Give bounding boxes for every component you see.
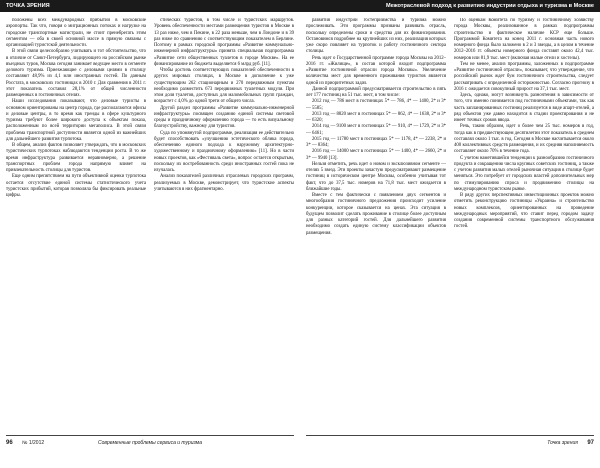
paragraph: Здесь, однако, могут возникнуть разночтения в зависимости от того, что именно понимается под гостиничными объектами, так как часть запланированных гостиниц реализуется в виде апарт-отелей, а ряд объектов уже давно находится в стадии проектирования и не имеет точных сроков ввода. (454, 93, 594, 123)
paragraph: Чтобы достичь соответствующих показателей обеспеченности в других мировых столицах, в Москве в дополнение к уже существующим 262 стационарным и 270 передвижным пунктам необходимо разместить 673 передвижных туалетных модуля. При этом доля туалетов, доступных для маломобильных групп граждан, возрастет с 4,0% до одной трети от общего числа. (154, 68, 294, 105)
article-running-title: Межотраслевой подход к развитию индустрии отдыха и туризма в Москве (385, 3, 594, 9)
right-footer (306, 438, 594, 448)
paragraph: 2013 год — 8820 мест в гостиницах 5* — 862, 4* — 1638, 2* и 3* — 6320; (306, 111, 446, 123)
paragraph: Тем не менее, анализ программы, заложенных в подпрограмме «Развитие гостиничной отрасли», показывает, что утверждение, что российский рынок ждет бум гостиничного строительства, следует рассматривать с определенной осторожностью. Согласно прогнозу в 2016 г. ожидается совокупный прирост на 37,1 тыс. мест. (454, 61, 594, 92)
paragraph: 2016 год — 14000 мест в гостиницах 5* — 1400, 4* — 2660, 2* и 3* — 9940 [13]. (306, 149, 446, 161)
paragraph: В ряду других перспективных инвестиционных проектов можно отметить реконструкцию гостиницы «Украина» и строительство новых комплексов, ориентированных на проведение международных мероприятий, что ставит перед городом задачу создания современной системы транспортного обслуживания гостей. (454, 193, 594, 230)
left-footer-rule (6, 435, 294, 436)
paragraph: В общем, анализ фактов позволяет утверждать, что в московских туристических турпотоках наблюдаются тенденции роста. В то же время инфраструктура развивается неравномерно, а решение транспортных проблем города напрямую влияет на привлекательность столицы для туристов. (6, 143, 146, 173)
paragraph: 2012 год — 786 мест в гостиницах 5* — 786, 4* — 1400, 2* и 3* — 5585; (306, 99, 446, 111)
journal-title: Современные проблемы сервиса и туризма (98, 440, 203, 446)
paragraph: Еще одним препятствием на пути объективной оценки турпотока остается отсутствие единой системы статистического учета туристских прибытий, которая позволяла бы фиксировать реальные цифры. (6, 174, 146, 198)
paragraph: Речь идет о Государственной программе города Москвы на 2012–2016 гг. «Жилище», в состав которой входит подпрограмма «Развитие гостиничной отрасли города Москвы». Увеличение количества мест для временного проживания туристов является одной из приоритетных задач. (306, 55, 446, 86)
paragraph: Наши исследования показывают, что деловые туристы в основном ориентированы на центр города, где располагаются офисы и деловые центры, в то время как тренды в сфере культурного туризма требуют более широкого доступа к объектам показа, расположенным по всей территории мегаполиса. В этой связи проблема транспортной доступности является одной из важнейших для дальнейшего развития турпотока. (6, 99, 146, 142)
right-footer-section: Точка зрения (547, 440, 578, 446)
left-columns (6, 18, 294, 428)
paragraph: Речь, таким образом, идет о более чем 25 тыс. номеров в год, тогда как в предшествующем десятилетии этот показатель в среднем составлял около 1 тыс. в год. Сегодня в Москве насчитывается около 400 коллективных средств размещения, и их средняя наполняемость составляет около 70% в течение года. (454, 124, 594, 155)
right-column-2 (454, 18, 594, 428)
paragraph: Суда по упомянутой подпрограмме, реализация ее действительно будет способствовать «улучшению эстетического облика города, обеспечению единого подхода к наружному архитектурно-художественному и праздничному оформлению» [11]. Но в части новых проектов, как «Фестиваль света», вопрос остается открытым, поскольку их востребованность среди иностранных гостей пока не изучалась. (154, 130, 294, 173)
left-footer (6, 438, 294, 448)
paragraph: Данной подпрограммой предусматривается строительство в пять лет 177 гостиниц на 51 тыс. мест, в том числе: (306, 86, 446, 98)
right-footer-group (547, 438, 594, 448)
left-page-number: 96 (6, 440, 13, 446)
left-header-section: ТОЧКА ЗРЕНИЯ (6, 3, 50, 9)
paragraph: В этой связи целесообразно учитывать и тот обстоятельство, что в отличие от Санкт-Петербурга, лидирующего на российском рынке въездных туров, Москва сегодня занимает ведущее место в сегменте делового туризма. Приезжающие с деловыми целями в столицу составляют 48,9% из 4,1 млн иностранных гостей. По данным Росстата, в московских гостиницах в 2010 г. Для сравнения в 2011 г. этот показатель составил 28,1% от общей численности размещенных в гостиничных отелях. (6, 49, 146, 98)
right-header-bar (300, 0, 600, 12)
paragraph: С учетом наметившейся тенденции к разнообразию гостиничного продукта и сокращению числа крупных советских гостиниц, а также с учетом развития малых отелей рыночная ситуация в столице будет меняться. Это потребует от городских властей дополнительных мер по стимулированию спроса и продвижению столицы на международном туристском рынке. (454, 155, 594, 192)
paragraph: развития индустрии гостеприимства и туризма можно прослеживать. Эти программы призваны развивать отрасль, поскольку определены сроки и средства для их финансирования. Остановимся подробнее на крупнейших из них, реализация которых уже скоро повлияет на турпоток и работу гостиничного сектора столицы. (306, 18, 446, 55)
paragraph: По оценкам Комитета по туризму и гостиничному хозяйству города Москвы, реализованное в рамках подпрограммы строительство и фактическое наличие КСР еще больше. Программой Комитета на конец 2011 г. основная часть нового номерного фонда было заложено в 2 и 3 звезды, а в целом в течение 2012–2016 гг. объекты номерного фонда составят около 42,4 тыс. номеров или 81,9 тыс. мест (включая малые отели и хостелы). (454, 18, 594, 61)
paragraph: положены всех международных прибытий в московские аэропорты. Так что, говоря о миграционных потоках и нагрузке на городские транспортные магистрали, не стоит пренебрегать этим сегментом — оба в своей основной массе в прямую связаны с организацией туристской деятельности. (6, 18, 146, 48)
right-page-number: 97 (587, 440, 594, 446)
issue-number: № 1/2012 (22, 440, 45, 446)
paragraph: Другой раздел программы «Развитие коммунально-инженерной инфраструктуры» посвящен созданию единой системы световой среды и праздничному оформлению города — то есть визуальному благоустройству, важному для туристов. (154, 105, 294, 130)
paragraph: стических туристов, в том числе и туристских маршрутов. Уровень обеспеченности местами размещения туристов в Москве в 13 раз ниже, чем в Пекине, в 22 раза меньше, чем в Лондоне и в 39 раз ниже по сравнению с соответствующим показателем в Берлине. Поэтому в рамках городской программы «Развитие коммунально-инженерной инфраструктуры» принята специальная подпрограмма «Развитие сети общественных туалетов в городе Москве». На ее финансирование из бюджета выделяется 6 млрд руб. [11]. (154, 18, 294, 67)
right-column-1 (306, 18, 446, 428)
left-header-bar (0, 0, 300, 12)
left-column-2 (154, 18, 294, 428)
right-columns (306, 18, 594, 428)
paragraph: Вместе с тем фактически с появлением двух сегментов и многообразия гостиничного предложения происходит усиление конкуренции, которое сказывается на ценах. Эта ситуация в будущем позволит сделать проживание в столице более доступным для разных категорий гостей. Для дальнейшего развития необходимо создать единую систему классификации объектов размещения. (306, 193, 446, 236)
right-page (300, 0, 600, 468)
paragraph: Нельзя отметить, речь идет о новом и эксклюзивном сегменте — отелях 5 звезд. Эти проекты зачастую предусматривают размещение гостиниц в историческом центре Москвы, особенно учитывая тот факт, что до 37,5 тыс. номеров на 71,8 тыс. мест ожидается в ближайшие годы. (306, 161, 446, 192)
right-footer-rule (306, 435, 594, 436)
paragraph: 2015 год — 11780 мест в гостиницах 5* — 1178, 4* — 2238, 2* и 3* — 8364; (306, 136, 446, 148)
left-column-1 (6, 18, 146, 428)
paragraph: Анализ показателей различных отраслевых городских программ, реализуемых в Москве, демонстрирует, что туристские аспекты учитываются в них фрагментарно. (154, 174, 294, 192)
paragraph: 2014 год — 9100 мест в гостиницах 5* — 910, 4* — 1729, 2* и 3* — 6461; (306, 124, 446, 136)
